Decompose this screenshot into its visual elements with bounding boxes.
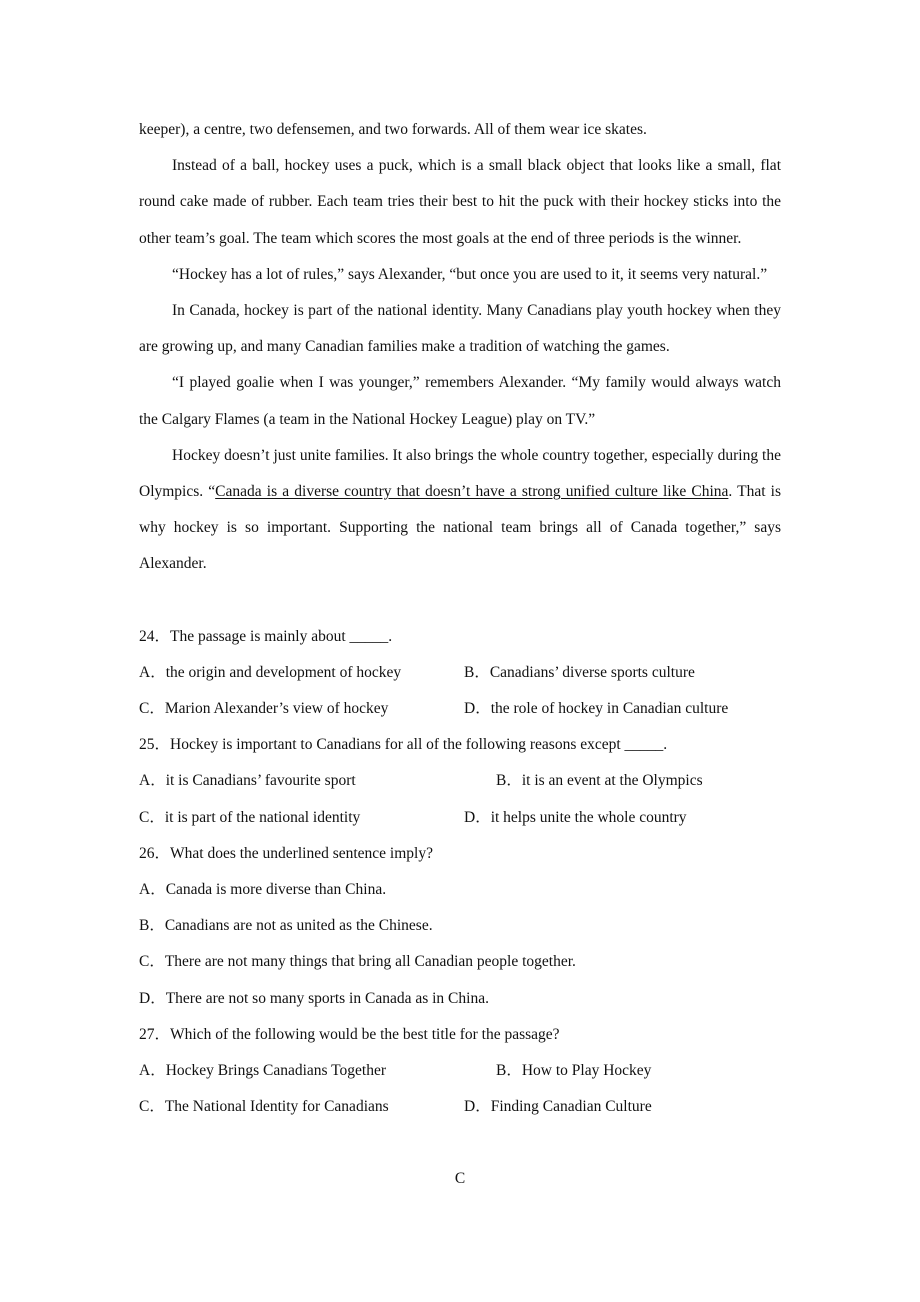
question-25-option-c[interactable]: C．it is part of the national identity [139, 808, 361, 826]
question-24-option-d[interactable]: D．the role of hockey in Canadian culture [464, 700, 729, 718]
question-25-option-a[interactable]: A．it is Canadians’ favourite sport [139, 772, 356, 790]
question-27-options-row-2 [139, 1089, 781, 1125]
question-24-options-row-2 [139, 691, 781, 727]
passage-paragraph-4: In Canada, hockey is part of the national identity. Many Canadians play youth hockey when they are growing up, and many Canadian families make a tradition of watching the games. [139, 302, 781, 356]
paragraph-6-tail: . That is why hockey is so important. Supporting the national team brings all of Canada together,” says Alexander. [139, 483, 781, 573]
passage-paragraph-5: “I played goalie when I was younger,” remembers Alexander. “My family would always watch the Calgary Flames (a team in the National Hockey League) play on TV.” [139, 374, 781, 428]
passage-paragraph-6 [139, 438, 781, 583]
question-24-option-c[interactable]: C．Marion Alexander’s view of hockey [139, 700, 389, 718]
question-27-options-row-1 [139, 1053, 781, 1089]
question-27-option-c[interactable]: C．The National Identity for Canadians [139, 1098, 389, 1116]
question-25-option-b[interactable]: B．it is an event at the Olympics [496, 772, 703, 790]
question-25-options-row-2 [139, 800, 781, 836]
passage-paragraph-1: keeper), a centre, two defensemen, and two forwards. All of them wear ice skates. [139, 121, 647, 138]
question-26-option-d[interactable]: D．There are not so many sports in Canada as in China. [139, 989, 489, 1007]
question-24-stem: 24．The passage is mainly about _____. [139, 627, 393, 645]
underlined-sentence: Canada is a diverse country that doesn’t have a strong unified culture like China [215, 483, 729, 501]
question-27-option-d[interactable]: D．Finding Canadian Culture [464, 1098, 652, 1116]
next-section-heading: C [454, 1170, 466, 1187]
question-26-option-b[interactable]: B．Canadians are not as united as the Chinese. [139, 917, 433, 935]
question-24-option-a[interactable]: A．the origin and development of hockey [139, 663, 402, 681]
question-27-stem: 27．Which of the following would be the best title for the passage? [139, 1025, 560, 1043]
question-24-option-b[interactable]: B．Canadians’ diverse sports culture [464, 663, 695, 681]
paragraph-6-lead: Hockey doesn’t just unite families. It also brings the whole country together, especially during the Olympics. “ [139, 446, 781, 501]
question-27-option-b[interactable]: B．How to Play Hockey [496, 1062, 652, 1080]
passage-paragraph-3: “Hockey has a lot of rules,” says Alexander, “but once you are used to it, it seems very natural.” [172, 265, 768, 283]
question-27-option-a[interactable]: A．Hockey Brings Canadians Together [139, 1062, 387, 1080]
question-26-stem: 26．What does the underlined sentence imply? [139, 844, 433, 862]
question-26-option-a[interactable]: A．Canada is more diverse than China. [139, 881, 387, 898]
passage-paragraph-2: Instead of a ball, hockey uses a puck, which is a small black object that looks like a small, flat round cake made of rubber. Each team tries their best to hit the puck with their hockey sticks into the other team’s goal. The team which scores the most goals at the end of three periods is the winner. [139, 157, 781, 247]
question-25-option-d[interactable]: D．it helps unite the whole country [464, 808, 687, 826]
question-25-stem: 25．Hockey is important to Canadians for all of the following reasons except _____. [139, 736, 668, 754]
spacer [139, 583, 781, 619]
document-page [139, 112, 781, 1125]
question-25-options-row-1 [139, 763, 781, 799]
question-24-options-row-1 [139, 655, 781, 691]
question-26-option-c[interactable]: C．There are not many things that bring all Canadian people together. [139, 953, 576, 971]
